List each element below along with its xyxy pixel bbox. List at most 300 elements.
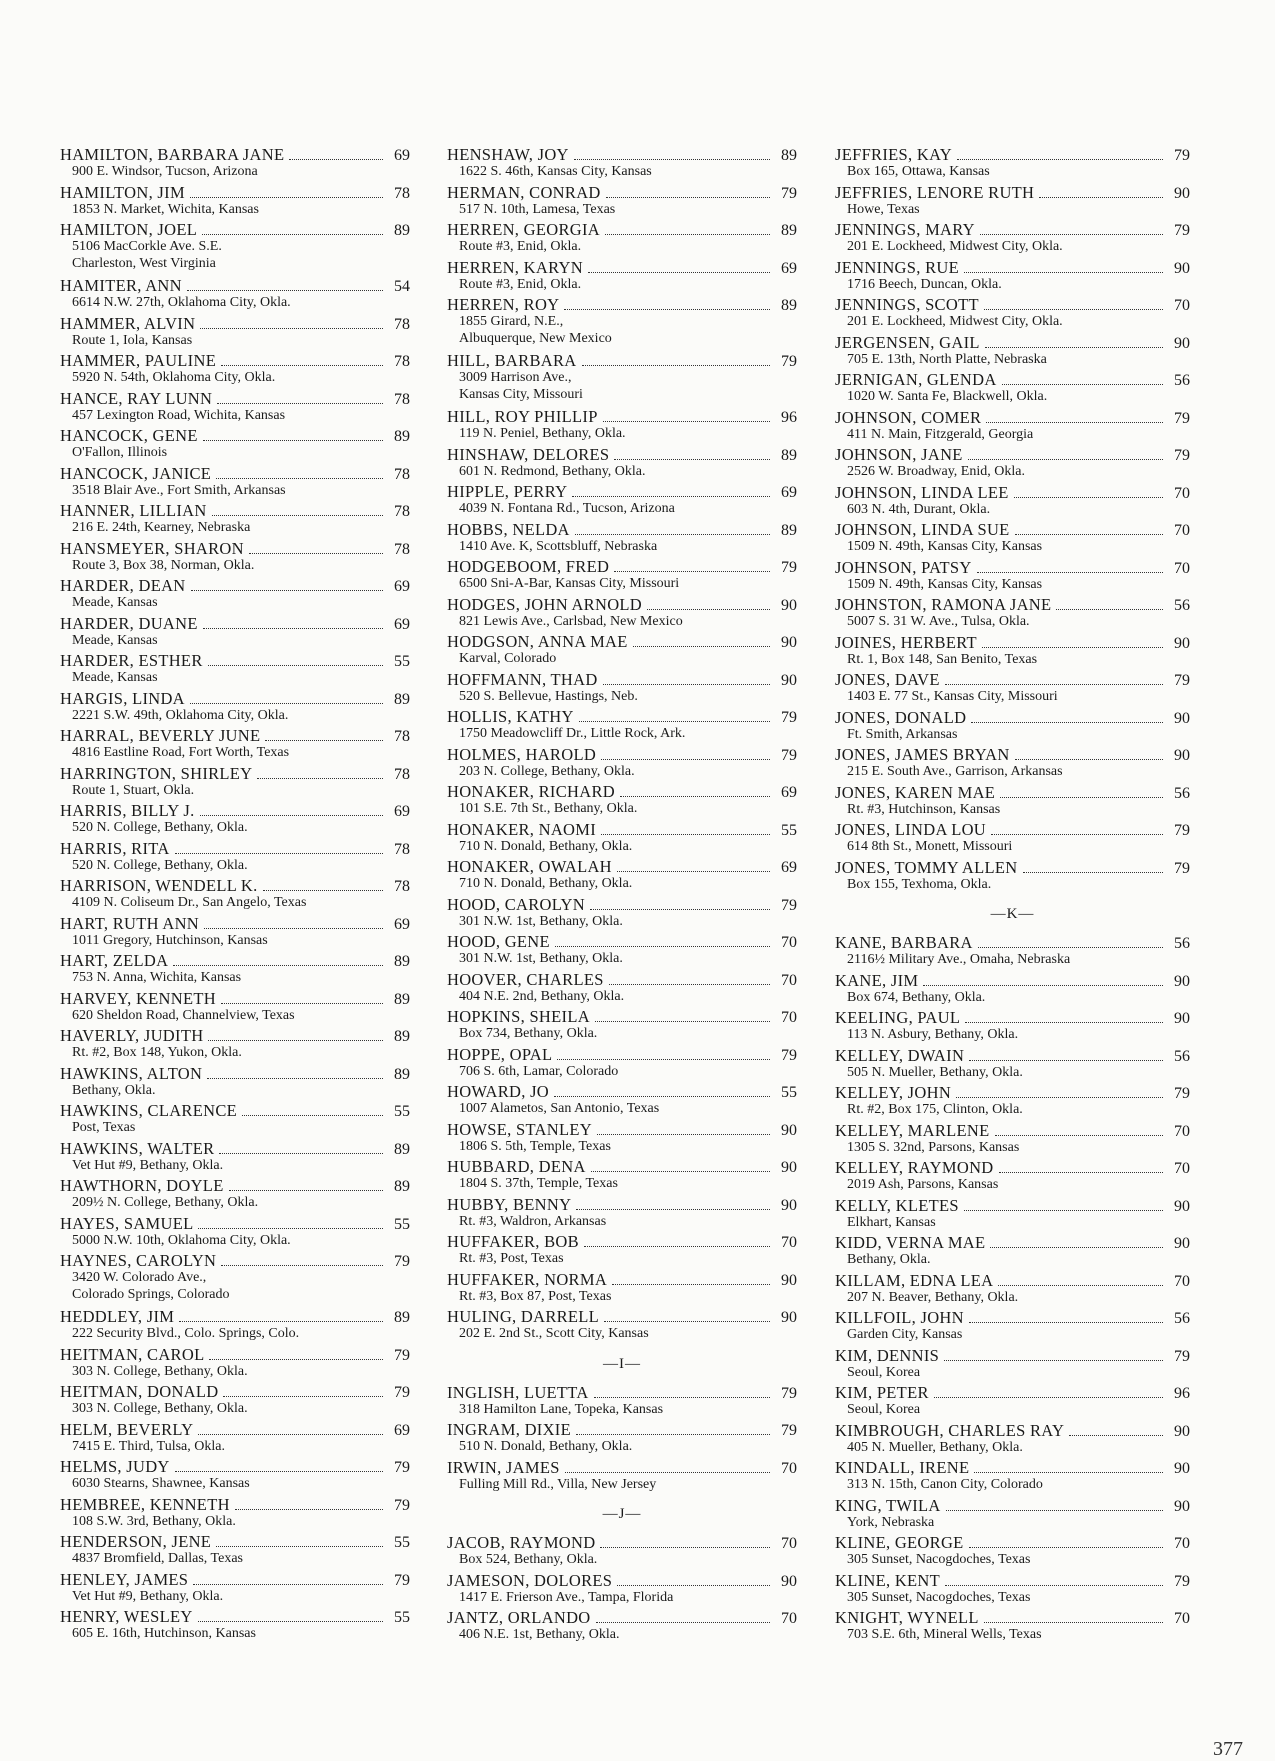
entry-address-line: 301 N.W. 1st, Bethany, Okla. bbox=[459, 913, 623, 929]
entry-address-line: 404 N.E. 2nd, Bethany, Okla. bbox=[459, 988, 625, 1004]
entry-address-line: Vet Hut #9, Bethany, Okla. bbox=[72, 1157, 224, 1173]
leader-dots bbox=[971, 722, 1163, 723]
entry-name: JOHNSON, COMER bbox=[835, 407, 982, 427]
entry-page-reference: 56 bbox=[1174, 1310, 1190, 1327]
entry-address-line: 3420 W. Colorado Ave., bbox=[72, 1270, 207, 1285]
leader-dots bbox=[223, 1396, 383, 1397]
entry-address-line: 119 N. Peniel, Bethany, Okla. bbox=[459, 426, 626, 441]
directory-entry bbox=[835, 933, 1190, 971]
leader-dots bbox=[595, 1021, 770, 1022]
directory-column-1 bbox=[60, 145, 410, 1645]
entry-name: HUBBY, BENNY bbox=[447, 1194, 572, 1214]
entry-page-reference: 79 bbox=[394, 1571, 410, 1589]
entry-page-reference: 78 bbox=[394, 840, 410, 858]
directory-entry bbox=[835, 1308, 1190, 1346]
entry-address-line: 113 N. Asbury, Bethany, Okla. bbox=[847, 1027, 1019, 1042]
entry-page-reference: 79 bbox=[1174, 672, 1190, 689]
entry-name: HAWTHORN, DOYLE bbox=[60, 1176, 224, 1195]
directory-entry bbox=[60, 726, 410, 764]
entry-name: JOINES, HERBERT bbox=[835, 632, 977, 652]
directory-entry bbox=[447, 1571, 797, 1609]
directory-entry bbox=[835, 370, 1190, 408]
entry-address-line: Box 155, Texhoma, Okla. bbox=[847, 876, 992, 892]
entry-address-line: Route 3, Box 38, Norman, Okla. bbox=[72, 557, 255, 573]
entry-page-reference: 56 bbox=[1174, 372, 1190, 389]
leader-dots bbox=[946, 1510, 1163, 1511]
directory-entry bbox=[60, 839, 410, 877]
entry-page-reference: 70 bbox=[781, 1009, 797, 1026]
leader-dots bbox=[969, 1322, 1163, 1323]
directory-entry bbox=[447, 183, 797, 221]
directory-entry bbox=[835, 820, 1190, 858]
entry-page-reference: 70 bbox=[1174, 1160, 1190, 1177]
entry-address-line: 5000 N.W. 10th, Oklahoma City, Okla. bbox=[72, 1232, 291, 1248]
directory-entry bbox=[447, 820, 797, 858]
leader-dots bbox=[986, 422, 1163, 423]
entry-page-reference: 78 bbox=[394, 540, 410, 558]
entry-page-reference: 70 bbox=[781, 1535, 797, 1552]
entry-page-reference: 79 bbox=[1174, 147, 1190, 164]
entry-name: HAYES, SAMUEL bbox=[60, 1213, 194, 1233]
entry-page-reference: 90 bbox=[1174, 709, 1190, 727]
leader-dots bbox=[1014, 497, 1163, 498]
directory-entry bbox=[60, 1607, 410, 1645]
entry-page-reference: 70 bbox=[781, 971, 797, 989]
directory-entry bbox=[447, 295, 797, 351]
entry-page-reference: 96 bbox=[1174, 1385, 1190, 1402]
entry-address-line: 1750 Meadowcliff Dr., Little Rock, Ark. bbox=[459, 726, 686, 741]
entry-address-line: 2116½ Military Ave., Omaha, Nebraska bbox=[847, 952, 1071, 967]
leader-dots bbox=[995, 1135, 1163, 1136]
directory-entry bbox=[60, 914, 410, 952]
leader-dots bbox=[944, 1360, 1163, 1361]
entry-address-line: Rt. #3, Hutchinson, Kansas bbox=[847, 801, 1001, 817]
entry-name: KELLEY, MARLENE bbox=[835, 1120, 990, 1140]
leader-dots bbox=[612, 1284, 770, 1285]
entry-name: HANCOCK, JANICE bbox=[60, 463, 212, 483]
leader-dots bbox=[620, 796, 770, 797]
directory-entry bbox=[60, 576, 410, 614]
entry-name: HARRISON, WENDELL K. bbox=[60, 876, 258, 895]
entry-name: HARVEY, KENNETH bbox=[60, 988, 216, 1008]
entry-address-line: Box 165, Ottawa, Kansas bbox=[847, 164, 990, 179]
entry-page-reference: 69 bbox=[781, 259, 797, 277]
entry-address-line: Route #3, Enid, Okla. bbox=[459, 276, 582, 292]
entry-address-line: 1417 E. Frierson Ave., Tampa, Florida bbox=[459, 1589, 674, 1605]
entry-name: HINSHAW, DELORES bbox=[447, 444, 610, 464]
directory-entry bbox=[447, 1420, 797, 1458]
leader-dots bbox=[579, 721, 770, 722]
entry-page-reference: 89 bbox=[394, 428, 410, 445]
entry-name: HART, ZELDA bbox=[60, 951, 169, 970]
entry-page-reference: 70 bbox=[1174, 297, 1190, 314]
directory-entry bbox=[835, 145, 1190, 183]
entry-page-reference: 70 bbox=[781, 934, 797, 951]
entry-page-reference: 78 bbox=[394, 878, 410, 895]
entry-page-reference: 70 bbox=[1174, 1535, 1190, 1552]
entry-page-reference: 90 bbox=[1174, 259, 1190, 277]
directory-entry bbox=[447, 1007, 797, 1045]
entry-address-line: 900 E. Windsor, Tucson, Arizona bbox=[72, 164, 258, 179]
leader-dots bbox=[1023, 872, 1164, 873]
entry-name: HONAKER, OWALAH bbox=[447, 857, 612, 876]
entry-address-line: 505 N. Mueller, Bethany, Okla. bbox=[847, 1064, 1023, 1080]
entry-address-line: 710 N. Donald, Bethany, Okla. bbox=[459, 838, 633, 854]
leader-dots bbox=[647, 609, 770, 610]
entry-page-reference: 69 bbox=[781, 859, 797, 876]
entry-address-line: 620 Sheldon Road, Channelview, Texas bbox=[72, 1007, 295, 1023]
entry-page-reference: 90 bbox=[781, 634, 797, 651]
leader-dots bbox=[964, 1210, 1163, 1211]
leader-dots bbox=[574, 159, 770, 160]
entry-name: INGLISH, LUETTA bbox=[447, 1382, 589, 1402]
entry-name: HANNER, LILLIAN bbox=[60, 501, 207, 520]
directory-entry bbox=[60, 651, 410, 689]
leader-dots bbox=[969, 1060, 1163, 1061]
directory-entry bbox=[60, 1570, 410, 1608]
directory-entry bbox=[60, 389, 410, 427]
directory-entry bbox=[60, 1345, 410, 1383]
entry-address-line: 1403 E. 77 St., Kansas City, Missouri bbox=[847, 689, 1058, 704]
entry-page-reference: 79 bbox=[781, 184, 797, 202]
entry-address-line: Howe, Texas bbox=[847, 201, 920, 217]
directory-entry bbox=[60, 1532, 410, 1570]
leader-dots bbox=[557, 1059, 770, 1060]
entry-name: JOHNSON, LINDA SUE bbox=[835, 520, 1010, 539]
leader-dots bbox=[978, 947, 1163, 948]
entry-name: KEELING, PAUL bbox=[835, 1008, 961, 1027]
entry-page-reference: 69 bbox=[394, 615, 410, 633]
directory-entry bbox=[60, 951, 410, 989]
entry-address-line: 303 N. College, Bethany, Okla. bbox=[72, 1363, 248, 1379]
entry-address-line: Rt. 1, Box 148, San Benito, Texas bbox=[847, 651, 1038, 667]
entry-address-line: 2019 Ash, Parsons, Kansas bbox=[847, 1177, 999, 1192]
entry-name: HAMILTON, JIM bbox=[60, 182, 185, 202]
entry-name: HONAKER, NAOMI bbox=[447, 819, 597, 839]
leader-dots bbox=[265, 740, 383, 741]
entry-address-line: 202 E. 2nd St., Scott City, Kansas bbox=[459, 1326, 649, 1341]
entry-name: HEITMAN, DONALD bbox=[60, 1382, 219, 1401]
entry-page-reference: 90 bbox=[1174, 1497, 1190, 1515]
entry-page-reference: 89 bbox=[781, 521, 797, 539]
entry-page-reference: 78 bbox=[394, 315, 410, 333]
entry-address-line: Ft. Smith, Arkansas bbox=[847, 726, 958, 742]
directory-entry bbox=[835, 558, 1190, 596]
leader-dots bbox=[564, 309, 770, 310]
entry-page-reference: 79 bbox=[781, 1384, 797, 1402]
leader-dots bbox=[633, 646, 770, 647]
directory-entry bbox=[60, 1101, 410, 1139]
directory-entry bbox=[447, 932, 797, 970]
entry-name: JERGENSEN, GAIL bbox=[835, 332, 980, 352]
entry-address-line: 201 E. Lockheed, Midwest City, Okla. bbox=[847, 314, 1063, 329]
leader-dots bbox=[609, 984, 770, 985]
entry-page-reference: 69 bbox=[394, 578, 410, 595]
leader-dots bbox=[977, 572, 1163, 573]
directory-entry bbox=[60, 1176, 410, 1214]
leader-dots bbox=[603, 684, 770, 685]
entry-name: HUBBARD, DENA bbox=[447, 1157, 586, 1176]
directory-entry bbox=[60, 1139, 410, 1177]
entry-address-line: O'Fallon, Illinois bbox=[72, 445, 168, 460]
leader-dots bbox=[187, 290, 383, 291]
entry-address-line: Karval, Colorado bbox=[459, 651, 557, 666]
leader-dots bbox=[588, 272, 770, 273]
directory-entry bbox=[835, 445, 1190, 483]
directory-entry bbox=[60, 801, 410, 839]
entry-name: KELLY, KLETES bbox=[835, 1195, 959, 1215]
section-letter-header: —J— bbox=[602, 1506, 642, 1522]
entry-address-line: Bethany, Okla. bbox=[72, 1082, 156, 1098]
entry-page-reference: 79 bbox=[394, 1496, 410, 1514]
entry-page-reference: 89 bbox=[781, 147, 797, 164]
directory-entry bbox=[447, 782, 797, 820]
entry-address-line: 1622 S. 46th, Kansas City, Kansas bbox=[459, 164, 652, 179]
entry-address-line: 108 S.W. 3rd, Bethany, Okla. bbox=[72, 1513, 236, 1529]
entry-name: JONES, LINDA LOU bbox=[835, 820, 987, 839]
leader-dots bbox=[605, 234, 770, 235]
entry-name: HODGSON, ANNA MAE bbox=[447, 632, 628, 651]
leader-dots bbox=[198, 1621, 383, 1622]
directory-entry bbox=[447, 1608, 797, 1646]
directory-entry bbox=[60, 614, 410, 652]
entry-page-reference: 55 bbox=[781, 821, 797, 839]
directory-entry bbox=[447, 1307, 797, 1345]
directory-entry bbox=[60, 183, 410, 221]
entry-page-reference: 78 bbox=[394, 390, 410, 408]
entry-page-reference: 89 bbox=[394, 1178, 410, 1195]
entry-address-line: 753 N. Anna, Wichita, Kansas bbox=[72, 970, 242, 985]
entry-address-line: 201 E. Lockheed, Midwest City, Okla. bbox=[847, 239, 1063, 254]
entry-address-line: Route 1, Stuart, Okla. bbox=[72, 782, 195, 798]
entry-name: JEFFRIES, LENORE RUTH bbox=[835, 182, 1035, 202]
entry-page-reference: 89 bbox=[394, 1065, 410, 1083]
directory-entry bbox=[60, 1420, 410, 1458]
entry-name: JERNIGAN, GLENDA bbox=[835, 370, 997, 389]
directory-entry bbox=[835, 1046, 1190, 1084]
entry-name: KELLEY, JOHN bbox=[835, 1083, 952, 1102]
entry-name: HERREN, KARYN bbox=[447, 257, 583, 277]
entry-address-line: 207 N. Beaver, Bethany, Okla. bbox=[847, 1289, 1019, 1305]
entry-address-line: Rt. #3, Waldron, Arkansas bbox=[459, 1213, 607, 1229]
entry-page-reference: 89 bbox=[394, 1140, 410, 1158]
directory-entry bbox=[447, 670, 797, 708]
entry-name: HERREN, ROY bbox=[447, 295, 560, 314]
entry-name: HANSMEYER, SHARON bbox=[60, 538, 244, 558]
entry-page-reference: 69 bbox=[394, 147, 410, 164]
entry-address-line: Route #3, Enid, Okla. bbox=[459, 239, 582, 254]
leader-dots bbox=[980, 234, 1163, 235]
entry-address-line: 4109 N. Coliseum Dr., San Angelo, Texas bbox=[72, 895, 307, 910]
entry-name: HANCOCK, GENE bbox=[60, 426, 198, 445]
directory-column-2 bbox=[447, 145, 797, 1646]
entry-page-reference: 55 bbox=[394, 653, 410, 670]
leader-dots bbox=[1039, 197, 1163, 198]
entry-address-line: Garden City, Kansas bbox=[847, 1327, 963, 1342]
entry-name: KELLEY, RAYMOND bbox=[835, 1158, 994, 1177]
leader-dots bbox=[190, 703, 383, 704]
leader-dots bbox=[263, 890, 383, 891]
entry-name: IRWIN, JAMES bbox=[447, 1457, 560, 1477]
entry-name: HILL, BARBARA bbox=[447, 351, 577, 370]
entry-page-reference: 79 bbox=[781, 1422, 797, 1439]
entry-address-line: 5007 S. 31 W. Ave., Tulsa, Okla. bbox=[847, 614, 1030, 629]
entry-page-reference: 96 bbox=[781, 409, 797, 426]
directory-entry bbox=[835, 670, 1190, 708]
entry-name: HENDERSON, JENE bbox=[60, 1532, 212, 1551]
directory-entry bbox=[835, 408, 1190, 446]
entry-address-line: 821 Lewis Ave., Carlsbad, New Mexico bbox=[459, 613, 683, 629]
leader-dots bbox=[601, 759, 770, 760]
entry-address-line: 6614 N.W. 27th, Oklahoma City, Okla. bbox=[72, 295, 291, 310]
entry-name: HARRIS, RITA bbox=[60, 838, 170, 858]
leader-dots bbox=[565, 1472, 770, 1473]
leader-dots bbox=[990, 1247, 1163, 1248]
leader-dots bbox=[934, 1397, 1163, 1398]
leader-dots bbox=[576, 1209, 770, 1210]
directory-entry bbox=[835, 1158, 1190, 1196]
entry-name: JONES, DONALD bbox=[835, 707, 967, 727]
leader-dots bbox=[590, 909, 770, 910]
entry-address-line: 605 E. 16th, Hutchinson, Kansas bbox=[72, 1626, 256, 1641]
directory-entry bbox=[60, 1382, 410, 1420]
entry-address-line: Fulling Mill Rd., Villa, New Jersey bbox=[459, 1476, 657, 1492]
page-number: 377 bbox=[1213, 1738, 1243, 1760]
entry-name: HARRINGTON, SHIRLEY bbox=[60, 763, 253, 783]
entry-name: KIM, PETER bbox=[835, 1383, 929, 1402]
entry-address-line: 411 N. Main, Fitzgerald, Georgia bbox=[847, 426, 1034, 442]
entry-name: HEMBREE, KENNETH bbox=[60, 1494, 230, 1514]
leader-dots bbox=[221, 365, 383, 366]
entry-name: KNIGHT, WYNELL bbox=[835, 1608, 979, 1627]
directory-entry bbox=[835, 295, 1190, 333]
directory-entry bbox=[60, 764, 410, 802]
entry-name: HOPPE, OPAL bbox=[447, 1044, 553, 1064]
entry-name: HARRIS, BILLY J. bbox=[60, 801, 195, 820]
entry-address-line: 1806 S. 5th, Temple, Texas bbox=[459, 1138, 611, 1154]
directory-entry bbox=[835, 1458, 1190, 1496]
leader-dots bbox=[596, 1622, 770, 1623]
section-letter-header: —I— bbox=[603, 1355, 641, 1372]
entry-page-reference: 90 bbox=[1174, 972, 1190, 990]
leader-dots bbox=[198, 1434, 383, 1435]
entry-page-reference: 54 bbox=[394, 278, 410, 295]
entry-name: HART, RUTH ANN bbox=[60, 913, 200, 933]
entry-page-reference: 79 bbox=[781, 559, 797, 576]
leader-dots bbox=[964, 272, 1163, 273]
entry-page-reference: 69 bbox=[394, 1421, 410, 1439]
entry-page-reference: 90 bbox=[781, 596, 797, 614]
leader-dots bbox=[555, 946, 770, 947]
entry-address-line: Rt. #3, Box 87, Post, Texas bbox=[459, 1288, 612, 1304]
entry-address-line: 303 N. College, Bethany, Okla. bbox=[72, 1401, 248, 1416]
leader-dots bbox=[204, 928, 383, 929]
directory-entry bbox=[447, 258, 797, 296]
directory-entry bbox=[447, 595, 797, 633]
entry-address-line: 3009 Harrison Ave., bbox=[459, 370, 572, 385]
leader-dots bbox=[982, 647, 1163, 648]
directory-entry bbox=[60, 1064, 410, 1102]
entry-name: JOHNSTON, RAMONA JANE bbox=[835, 595, 1052, 614]
entry-name: HERREN, GEORGIA bbox=[447, 220, 600, 239]
leader-dots bbox=[208, 665, 383, 666]
entry-page-reference: 55 bbox=[781, 1084, 797, 1101]
entry-page-reference: 55 bbox=[394, 1215, 410, 1233]
leader-dots bbox=[1015, 759, 1163, 760]
entry-page-reference: 89 bbox=[781, 222, 797, 239]
entry-name: HOWSE, STANLEY bbox=[447, 1119, 592, 1139]
entry-name: HARRAL, BEVERLY JUNE bbox=[60, 726, 261, 745]
entry-name: HARDER, ESTHER bbox=[60, 651, 203, 670]
directory-column-3 bbox=[835, 145, 1190, 1646]
entry-page-reference: 89 bbox=[394, 1028, 410, 1045]
leader-dots bbox=[991, 834, 1163, 835]
directory-entry bbox=[60, 876, 410, 914]
directory-entry bbox=[835, 520, 1190, 558]
leader-dots bbox=[999, 1172, 1163, 1173]
entry-page-reference: 69 bbox=[394, 915, 410, 933]
directory-entry bbox=[447, 970, 797, 1008]
entry-address-line: Charleston, West Virginia bbox=[72, 255, 216, 271]
entry-page-reference: 79 bbox=[394, 1346, 410, 1364]
entry-page-reference: 90 bbox=[1174, 334, 1190, 352]
entry-name: HOWARD, JO bbox=[447, 1082, 549, 1101]
directory-entry bbox=[835, 633, 1190, 671]
entry-name: HAMMER, ALVIN bbox=[60, 313, 196, 333]
directory-entry bbox=[835, 1608, 1190, 1646]
directory-entry bbox=[835, 258, 1190, 296]
entry-address-line: 301 N.W. 1st, Bethany, Okla. bbox=[459, 951, 623, 966]
entry-name: HUFFAKER, BOB bbox=[447, 1232, 579, 1251]
entry-page-reference: 79 bbox=[781, 1046, 797, 1064]
directory-entry bbox=[835, 483, 1190, 521]
leader-dots bbox=[1000, 797, 1163, 798]
entry-page-reference: 79 bbox=[1174, 222, 1190, 239]
directory-entry bbox=[835, 971, 1190, 1009]
entry-address-line: 222 Security Blvd., Colo. Springs, Colo. bbox=[72, 1326, 300, 1341]
entry-page-reference: 79 bbox=[1174, 859, 1190, 877]
leader-dots bbox=[216, 1546, 383, 1547]
directory-entry bbox=[447, 1120, 797, 1158]
leader-dots bbox=[985, 347, 1163, 348]
entry-address-line: Route 1, Iola, Kansas bbox=[72, 332, 193, 348]
entry-address-line: 1020 W. Santa Fe, Blackwell, Okla. bbox=[847, 389, 1048, 404]
entry-address-line: 209½ N. College, Bethany, Okla. bbox=[72, 1195, 259, 1210]
entry-address-line: 4816 Eastline Road, Fort Worth, Texas bbox=[72, 745, 290, 760]
entry-name: JONES, KAREN MAE bbox=[835, 782, 996, 802]
directory-entry bbox=[447, 1195, 797, 1233]
entry-address-line: 510 N. Donald, Bethany, Okla. bbox=[459, 1439, 633, 1454]
entry-name: HARDER, DEAN bbox=[60, 576, 186, 595]
directory-entry bbox=[60, 501, 410, 539]
entry-page-reference: 78 bbox=[394, 765, 410, 783]
entry-name: HOOVER, CHARLES bbox=[447, 969, 604, 989]
directory-entry bbox=[447, 1082, 797, 1120]
entry-page-reference: 78 bbox=[394, 728, 410, 745]
entry-name: HOOD, GENE bbox=[447, 932, 550, 951]
leader-dots bbox=[957, 159, 1163, 160]
entry-name: KING, TWILA bbox=[835, 1495, 941, 1515]
entry-address-line: 4039 N. Fontana Rd., Tucson, Arizona bbox=[459, 501, 675, 516]
directory-entry bbox=[60, 351, 410, 389]
leader-dots bbox=[1056, 609, 1163, 610]
entry-page-reference: 70 bbox=[1174, 1272, 1190, 1290]
entry-name: KINDALL, IRENE bbox=[835, 1458, 970, 1477]
entry-address-line: Seoul, Korea bbox=[847, 1364, 921, 1380]
leader-dots bbox=[600, 1547, 770, 1548]
entry-page-reference: 79 bbox=[1174, 1572, 1190, 1590]
entry-name: HENLEY, JAMES bbox=[60, 1569, 189, 1589]
